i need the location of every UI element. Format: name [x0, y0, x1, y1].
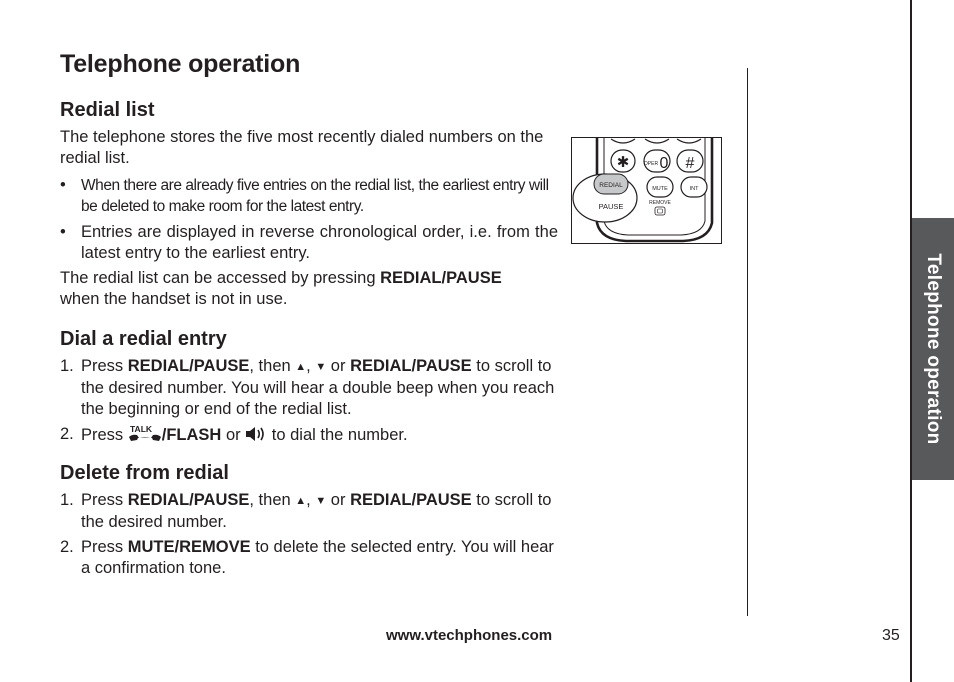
heading-redial-list: Redial list — [60, 99, 155, 121]
access-text-post: when the handset is not in use. — [60, 290, 288, 308]
down-arrow-icon: ▼ — [315, 361, 327, 373]
step-text — [81, 490, 558, 533]
key-oper-label: OPER — [643, 161, 659, 167]
step-word: , then — [249, 357, 296, 375]
key-mute-remove: MUTE/REMOVE — [127, 538, 251, 556]
access-text-pre: The redial list can be accessed by pressing — [60, 269, 381, 287]
step-word: Press — [81, 538, 128, 556]
step-number: 2. — [60, 538, 74, 556]
heading-delete-from-redial: Delete from redial — [60, 462, 229, 484]
redial-list-bullet-2 — [60, 222, 558, 264]
page-title: Telephone operation — [60, 50, 301, 78]
step-text — [81, 356, 558, 420]
remove-indicator — [655, 207, 665, 215]
svg-text:TALK: TALK — [129, 424, 152, 434]
step-word: , then — [249, 491, 296, 509]
step-number: 1. — [60, 491, 74, 509]
key-redial-pause: REDIAL/PAUSE — [380, 269, 502, 287]
key-hash-label: # — [685, 155, 695, 172]
side-tab-label: Telephone operation — [923, 253, 944, 445]
key-redial-pause: REDIAL/PAUSE — [350, 357, 472, 375]
bullet-text: When there are already five entries on the redial list, the earliest entry will be deleted to make room for the latest entry. — [81, 177, 549, 215]
step-word: Press — [81, 357, 128, 375]
key-pause-label: PAUSE — [598, 202, 624, 211]
step-word: or — [221, 426, 246, 444]
delete-step-2 — [60, 537, 558, 579]
step-word: , — [306, 357, 316, 375]
step-word: , — [306, 491, 316, 509]
key-redial-label: REDIAL — [599, 182, 623, 189]
step-word: to dial the number. — [267, 426, 408, 444]
heading-dial-redial-entry: Dial a redial entry — [60, 328, 227, 350]
talk-icon — [128, 424, 162, 444]
key-zero-label: 0 — [659, 155, 669, 172]
down-arrow-icon: ▼ — [315, 495, 327, 507]
page-number: 35 — [882, 627, 900, 644]
step-number: 1. — [60, 357, 74, 375]
key-flash: /FLASH — [161, 426, 222, 444]
up-arrow-icon: ▲ — [295, 495, 307, 507]
bullet-mark: • — [60, 223, 66, 241]
redial-list-access — [60, 268, 558, 310]
dial-step-1 — [60, 356, 558, 420]
step-text — [81, 537, 558, 579]
column-divider — [747, 68, 748, 616]
step-word: or — [326, 357, 351, 375]
key-redial-pause: REDIAL/PAUSE — [350, 491, 472, 509]
redial-list-intro: The telephone stores the five most recently dialed numbers on the redial list. — [60, 128, 544, 167]
step-word: Press — [81, 491, 128, 509]
bullet-text: Entries are displayed in reverse chronological order, i.e. from the latest entry to the earliest entry. — [81, 223, 558, 262]
dial-step-2 — [60, 424, 558, 446]
handset-keypad-figure — [571, 137, 722, 244]
footer-url: www.vtechphones.com — [386, 627, 553, 644]
key-int-label: INT — [689, 186, 699, 192]
step-number: 2. — [60, 425, 74, 443]
key-star-icon: ✱ — [616, 154, 630, 171]
key-remove-label: REMOVE — [649, 200, 671, 206]
delete-step-1 — [60, 490, 558, 533]
step-word: to scroll to the desired number. — [81, 491, 552, 531]
up-arrow-icon: ▲ — [295, 361, 307, 373]
key-redial-pause: REDIAL/PAUSE — [127, 491, 250, 509]
step-text — [81, 424, 558, 446]
section-side-tab — [912, 218, 954, 480]
key-mute-label: MUTE — [652, 186, 668, 192]
redial-list-bullet-1 — [60, 175, 558, 217]
step-word: Press — [81, 426, 128, 444]
bullet-mark: • — [60, 176, 66, 194]
speaker-icon — [245, 425, 267, 443]
step-word: to delete the selected entry. You will hear a confirmation tone. — [81, 538, 554, 577]
step-word: or — [326, 491, 351, 509]
step-word: to scroll to the desired number. You will hear a double beep when you reach the beginning or end of the redial list. — [81, 357, 555, 418]
key-redial-pause: REDIAL/PAUSE — [127, 357, 250, 375]
